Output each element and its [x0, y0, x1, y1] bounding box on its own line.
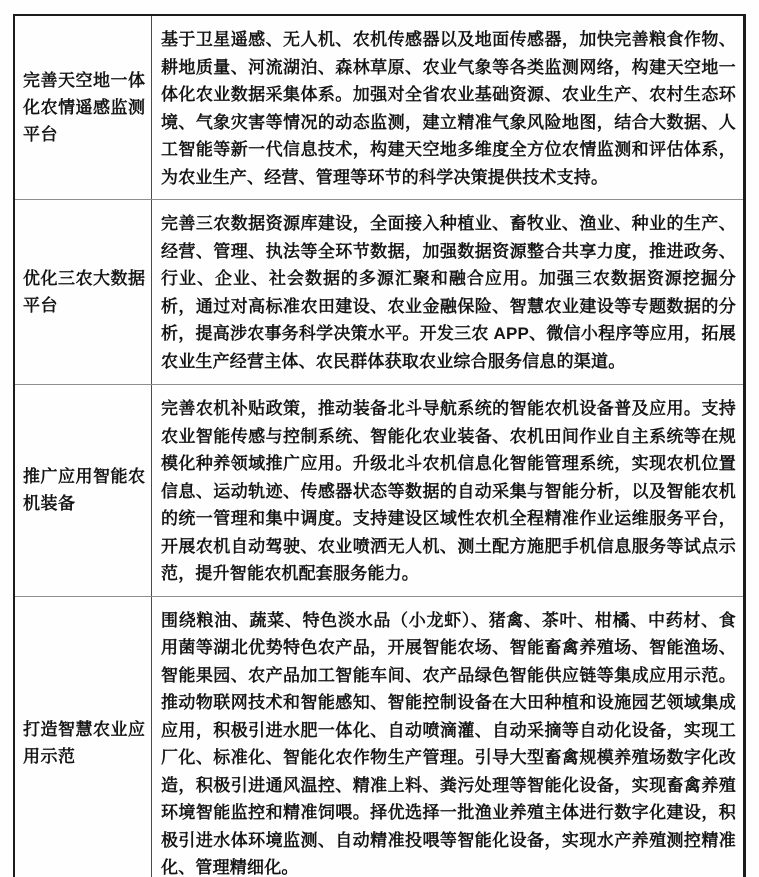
policy-table: [13, 14, 746, 877]
row-content-cell: [152, 200, 743, 384]
table-row: [15, 385, 743, 597]
row-content: 完善农机补贴政策，推动装备北斗导航系统的智能农机设备普及应用。支持农业智能传感与控制系统、智能化农业装备、农机田间作业自主系统等在规模化种养领域推广应用。升级北斗农机信息化智能管理系统，实现农机位置信息、运动轨迹、传感器状态等数据的自动采集与智能分析，以及智能农机的统一管理和集中调度。支持建设区域性农机全程精准作业运维服务平台，开展农机自动驾驶、农业喷洒无人机、测土配方施肥手机信息服务等试点示范，提升智能农机配套服务能力。: [161, 399, 736, 583]
row-label-cell: [15, 16, 152, 199]
row-content-cell: [152, 385, 743, 596]
row-label: 打造智慧农业应用示范: [23, 720, 146, 766]
row-content: 基于卫星遥感、无人机、农机传感器以及地面传感器，加快完善粮食作物、耕地质量、河流湖泊、森林草原、农业气象等各类监测网络，构建天空地一体化农业数据采集体系。加强对全省农业基础资源、农业生产、农村生态环境、气象灾害等情况的动态监测，建立精准气象风险地图，结合大数据、人工智能等新一代信息技术，构建天空地多维度全方位农情监测和评估体系，为农业生产、经营、管理等环节的科学决策提供技术支持。: [161, 30, 736, 187]
row-label-cell: [15, 200, 152, 384]
row-content-cell: [152, 597, 743, 877]
row-label: 优化三农大数据平台: [23, 269, 146, 315]
row-content: 完善三农数据资源库建设，全面接入种植业、畜牧业、渔业、种业的生产、经营、管理、执法等全环节数据，加强数据资源整合共享力度，推进政务、行业、企业、社会数据的多源汇聚和融合应用。加强三农数据资源挖掘分析，通过对高标准农田建设、农业金融保险、智慧农业建设等专题数据的分析，提高涉农事务科学决策水平。开发三农 APP、微信小程序等应用，拓展农业生产经营主体、农民群体获取农业综合服务信息的渠道。: [161, 214, 736, 371]
row-content: 围绕粮油、蔬菜、特色淡水品（小龙虾）、猪禽、茶叶、柑橘、中药材、食用菌等湖北优势特色农产品，开展智能农场、智能畜禽养殖场、智能渔场、智能果园、农产品加工智能车间、农产品绿色智能供应链等集成应用示范。推动物联网技术和智能感知、智能控制设备在大田种植和设施园艺领域集成应用，积极引进水肥一体化、自动喷滴灌、自动采摘等自动化设备，实现工厂化、标准化、智能化农作物生产管理。引导大型畜禽规模养殖场数字化改造，积极引进通风温控、精准上料、粪污处理等智能化设备，实现畜禽养殖环境智能监控和精准饲喂。择优选择一批渔业养殖主体进行数字化建设，积极引进水体环境监测、自动精准投喂等智能化设备，实现水产养殖测控精准化、管理精细化。: [161, 610, 736, 877]
row-label-cell: [15, 385, 152, 596]
row-label: 推广应用智能农机装备: [23, 467, 146, 514]
row-content-cell: [152, 16, 743, 199]
row-label-cell: [15, 597, 152, 877]
table-row: [15, 200, 743, 385]
row-label: 完善天空地一体化农情遥感监测平台: [23, 71, 146, 144]
table-row: [15, 597, 743, 877]
table-row: [15, 16, 743, 200]
